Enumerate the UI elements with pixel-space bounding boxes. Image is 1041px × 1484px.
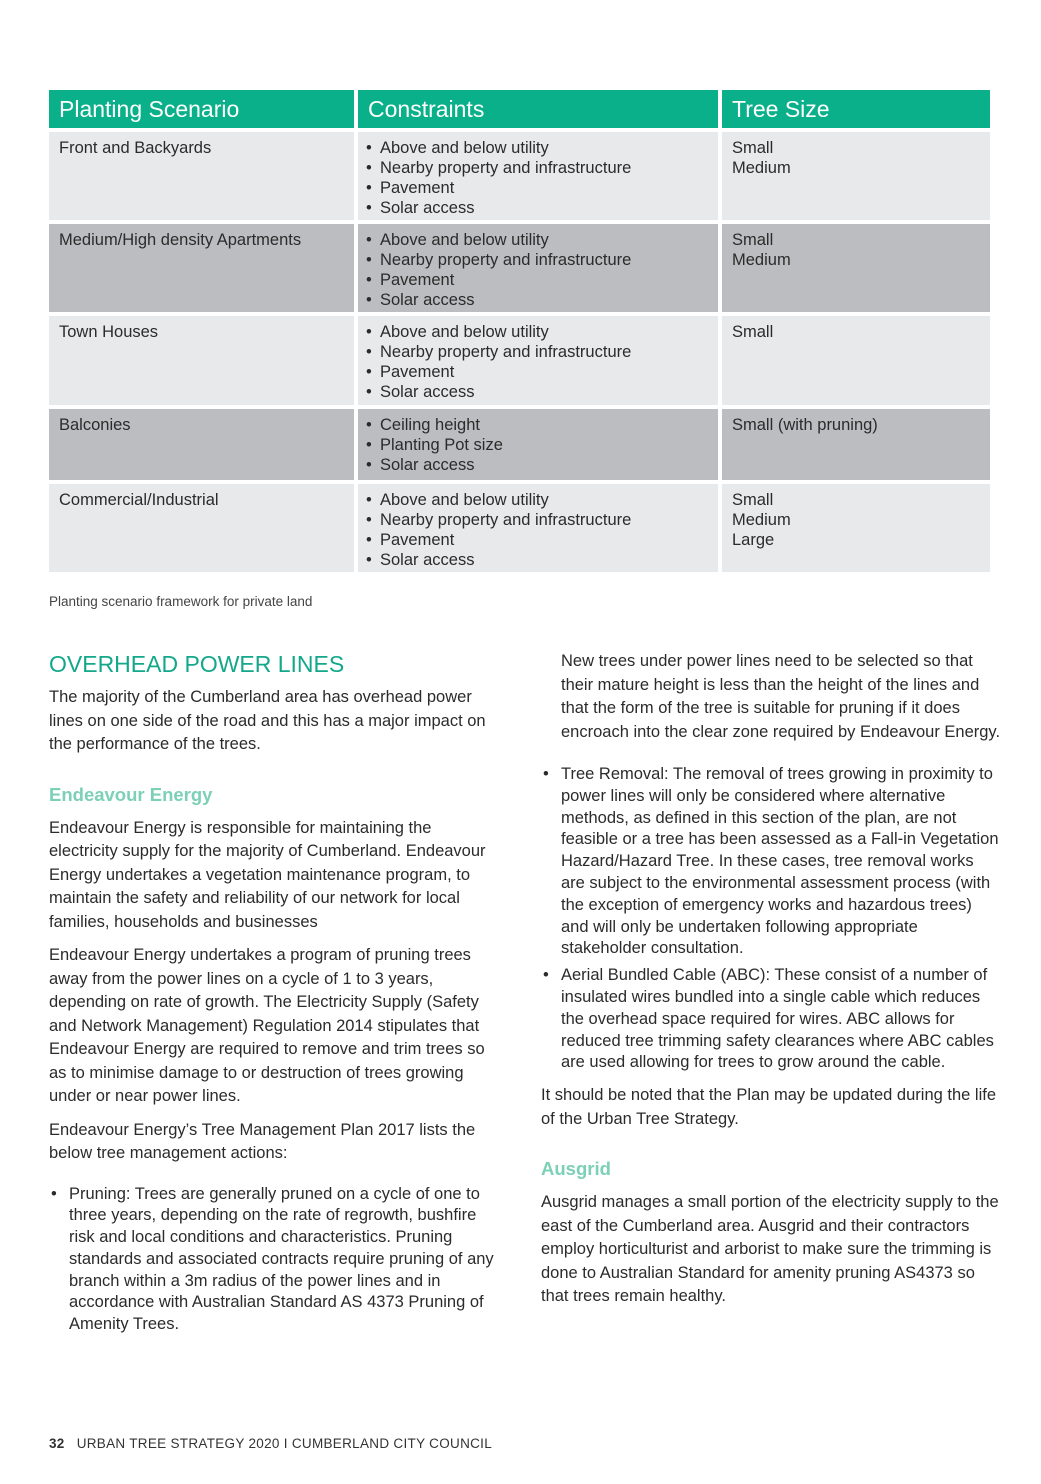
endeavour-paragraph-3: Endeavour Energy’s Tree Management Plan 2017 lists the below tree management actions: [49, 1120, 476, 1162]
constraints-cell [358, 224, 718, 312]
scenario-cell: Town Houses [49, 316, 354, 405]
constraints-cell [358, 484, 718, 572]
constraint-item: • Solar access [366, 550, 708, 570]
pruning-bullet: • Pruning: Trees are generally pruned on a cycle of one to three years, depending on the rate of regrowth, bushfire risk and local conditions and characteristics. Pruning standards and associated contracts require pruning of any branch within a 3m radius of the power lines and in accordance with Australian Standard AS 4373 Pruning of Amenity Trees. [49, 1184, 504, 1337]
constraint-item: • Planting Pot size [366, 435, 708, 455]
page-footer [49, 1436, 492, 1451]
tree-size-value: Small [732, 231, 774, 249]
management-actions-list-continued [541, 764, 1001, 1074]
constraints-cell [358, 409, 718, 480]
constraint-item: • Solar access [366, 455, 708, 475]
table-row [49, 484, 990, 572]
right-column [541, 650, 1001, 1319]
constraint-item: • Nearby property and infrastructure [366, 158, 708, 178]
tree-size-value: Small [732, 139, 774, 157]
tree-size-value: Large [732, 531, 775, 549]
constraint-item: • Pavement [366, 362, 708, 382]
table-row [49, 409, 990, 480]
constraint-item: • Pavement [366, 270, 708, 290]
tree-size-cell [722, 316, 990, 405]
constraint-item: • Solar access [366, 382, 708, 402]
scenario-cell: Commercial/Industrial [49, 484, 354, 572]
tree-size-value: Small [732, 491, 774, 509]
tree-size-cell [722, 409, 990, 480]
endeavour-heading: Endeavour Energy [49, 783, 213, 805]
endeavour-paragraph-2: Endeavour Energy undertakes a program of pruning trees away from the power lines on a cycle of 1 to 3 years, depending on rate of growth. The Electricity Supply (Safety and Network Management) Regulation 2014 stipulates that Endeavour Energy are required to remove and trim trees so as to minimise damage to or destruction of trees growing under or near power lines. [49, 946, 485, 1105]
constraint-item: • Above and below utility [366, 490, 708, 510]
management-actions-list [49, 1184, 504, 1337]
constraint-item: • Above and below utility [366, 230, 708, 250]
tree-size-value: Medium [732, 159, 791, 177]
tree-size-cell [722, 132, 990, 220]
table-row [49, 224, 990, 312]
scenario-cell: Front and Backyards [49, 132, 354, 220]
constraint-item: • Pavement [366, 530, 708, 550]
planting-scenario-table [49, 90, 990, 576]
header-tree-size: Tree Size [722, 90, 990, 128]
tree-size-value: Small [732, 323, 774, 341]
header-constraints: Constraints [358, 90, 718, 128]
table-caption: Planting scenario framework for private land [49, 594, 313, 609]
ausgrid-heading: Ausgrid [541, 1158, 611, 1180]
tree-size-value: Medium [732, 511, 791, 529]
footer-text: URBAN TREE STRATEGY 2020 I CUMBERLAND CITY COUNCIL [76, 1436, 493, 1451]
scenario-cell: Balconies [49, 409, 354, 480]
constraint-item: • Nearby property and infrastructure [366, 510, 708, 530]
scenario-cell: Medium/High density Apartments [49, 224, 354, 312]
constraints-cell [358, 132, 718, 220]
tree-size-value: Small (with pruning) [732, 416, 878, 434]
left-column [49, 650, 504, 1341]
tree-size-cell [722, 224, 990, 312]
header-planting-scenario: Planting Scenario [49, 90, 354, 128]
ausgrid-paragraph: Ausgrid manages a small portion of the electricity supply to the east of the Cumberland area. Ausgrid and their contractors employ horticulturist and arborist to make sure the trimming is done to Australian Standard for amenity pruning AS4373 so that trees remain healthy. [541, 1193, 999, 1306]
endeavour-paragraph-1: Endeavour Energy is responsible for maintaining the electricity supply for the majority of Cumberland. Endeavour Energy undertakes a vegetation maintenance program, to maintain the safety and reliability of our network for local families, households and businesses [49, 818, 486, 931]
tree-size-cell [722, 484, 990, 572]
table-row [49, 316, 990, 405]
tree-size-value: Medium [732, 251, 791, 269]
constraint-item: • Above and below utility [366, 138, 708, 158]
plan-note-paragraph: It should be noted that the Plan may be updated during the life of the Urban Tree Strategy. [541, 1086, 996, 1128]
constraint-item: • Solar access [366, 198, 708, 218]
page-number: 32 [49, 1436, 65, 1451]
constraint-item: • Pavement [366, 178, 708, 198]
constraints-cell [358, 316, 718, 405]
constraint-item: • Solar access [366, 290, 708, 310]
constraint-item: • Ceiling height [366, 415, 708, 435]
constraint-item: • Above and below utility [366, 322, 708, 342]
table-row [49, 132, 990, 220]
constraint-item: • Nearby property and infrastructure [366, 342, 708, 362]
intro-paragraph: The majority of the Cumberland area has overhead power lines on one side of the road and this has a major impact on the performance of the trees. [49, 688, 486, 753]
abc-bullet: • Aerial Bundled Cable (ABC): These consist of a number of insulated wires bundled into a single cable which reduces the overhead space required for wires. ABC allows for reduced tree trimming safety clearances where ABC cables are used allowing for trees to grow around the cable. [541, 965, 1001, 1074]
new-trees-paragraph: New trees under power lines need to be selected so that their mature height is less than the height of the lines and that the form of the tree is suitable for pruning if it does encroach into the clear zone required by Endeavour Energy. [561, 652, 1001, 741]
constraint-item: • Nearby property and infrastructure [366, 250, 708, 270]
tree-removal-bullet: • Tree Removal: The removal of trees growing in proximity to power lines will only be considered where alternative methods, as defined in this section of the plan, are not feasible or a tree has been assessed as a Fall-in Vegetation Hazard/Hazard Tree. In these cases, tree removal works are subject to the environmental assessment process (with the exception of emergency works and hazardous trees) and will only be undertaken following appropriate stakeholder consultation. [541, 764, 1001, 960]
section-title: OVERHEAD POWER LINES [49, 651, 345, 677]
table-header-row [49, 90, 990, 128]
